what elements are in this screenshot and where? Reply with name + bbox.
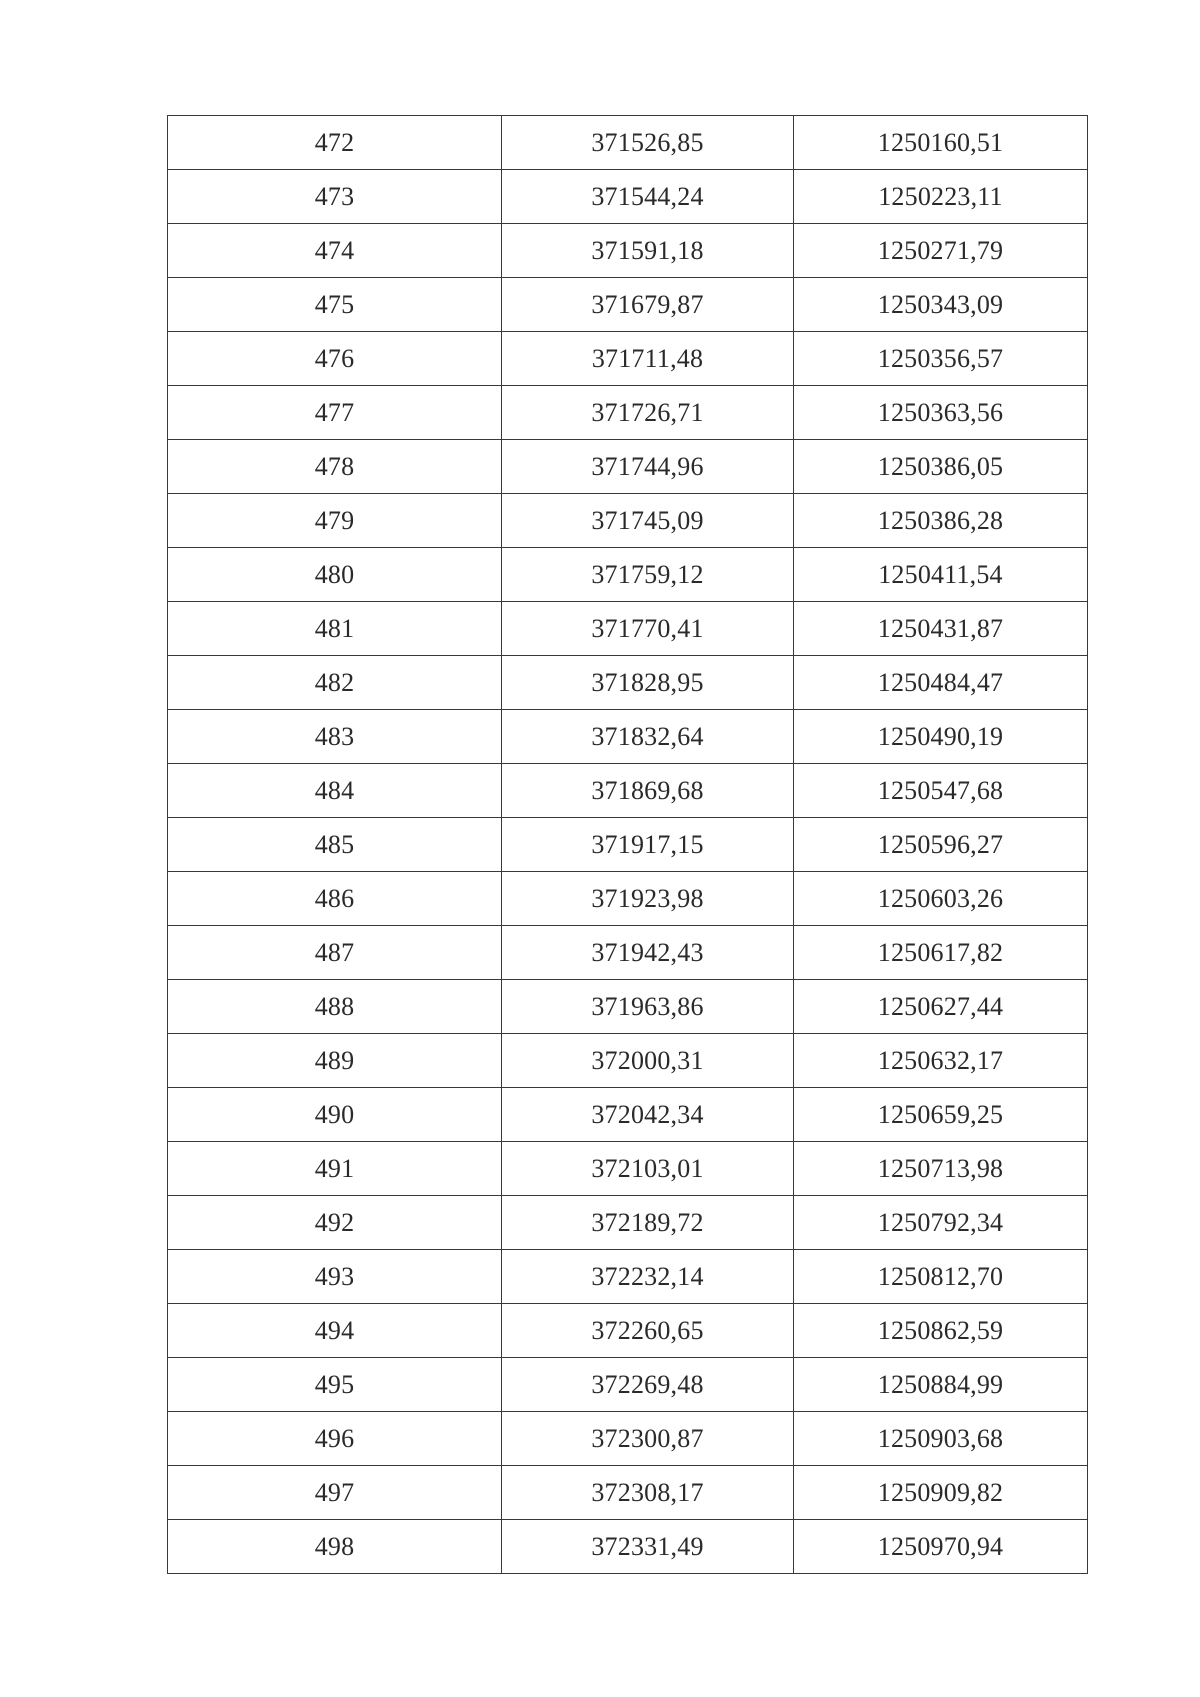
point-number-cell: 472 [168, 116, 502, 170]
x-coordinate-cell: 371917,15 [502, 818, 794, 872]
table-row [168, 656, 1088, 710]
y-coordinate-cell: 1250363,56 [794, 386, 1088, 440]
x-coordinate-cell: 372260,65 [502, 1304, 794, 1358]
x-coordinate-cell: 371679,87 [502, 278, 794, 332]
table-row [168, 116, 1088, 170]
table-row [168, 872, 1088, 926]
y-coordinate-cell: 1250484,47 [794, 656, 1088, 710]
y-coordinate-cell: 1250862,59 [794, 1304, 1088, 1358]
y-coordinate-cell: 1250271,79 [794, 224, 1088, 278]
y-coordinate-cell: 1250431,87 [794, 602, 1088, 656]
table-row [168, 278, 1088, 332]
x-coordinate-cell: 372232,14 [502, 1250, 794, 1304]
point-number-cell: 494 [168, 1304, 502, 1358]
point-number-cell: 480 [168, 548, 502, 602]
table-row [168, 1034, 1088, 1088]
y-coordinate-cell: 1250386,05 [794, 440, 1088, 494]
point-number-cell: 481 [168, 602, 502, 656]
y-coordinate-cell: 1250884,99 [794, 1358, 1088, 1412]
table-row [168, 602, 1088, 656]
x-coordinate-cell: 371942,43 [502, 926, 794, 980]
y-coordinate-cell: 1250909,82 [794, 1466, 1088, 1520]
point-number-cell: 487 [168, 926, 502, 980]
y-coordinate-cell: 1250223,11 [794, 170, 1088, 224]
y-coordinate-cell: 1250603,26 [794, 872, 1088, 926]
y-coordinate-cell: 1250386,28 [794, 494, 1088, 548]
x-coordinate-cell: 372189,72 [502, 1196, 794, 1250]
table-row [168, 1520, 1088, 1574]
point-number-cell: 495 [168, 1358, 502, 1412]
point-number-cell: 478 [168, 440, 502, 494]
y-coordinate-cell: 1250596,27 [794, 818, 1088, 872]
point-number-cell: 484 [168, 764, 502, 818]
point-number-cell: 482 [168, 656, 502, 710]
table-row [168, 170, 1088, 224]
x-coordinate-cell: 372300,87 [502, 1412, 794, 1466]
x-coordinate-cell: 372308,17 [502, 1466, 794, 1520]
x-coordinate-cell: 372000,31 [502, 1034, 794, 1088]
y-coordinate-cell: 1250356,57 [794, 332, 1088, 386]
table-row [168, 818, 1088, 872]
coordinates-table [167, 115, 1088, 1574]
y-coordinate-cell: 1250792,34 [794, 1196, 1088, 1250]
table-row [168, 1412, 1088, 1466]
y-coordinate-cell: 1250547,68 [794, 764, 1088, 818]
table-row [168, 494, 1088, 548]
point-number-cell: 493 [168, 1250, 502, 1304]
y-coordinate-cell: 1250617,82 [794, 926, 1088, 980]
coordinates-table-body [168, 116, 1088, 1574]
x-coordinate-cell: 371869,68 [502, 764, 794, 818]
y-coordinate-cell: 1250659,25 [794, 1088, 1088, 1142]
y-coordinate-cell: 1250632,17 [794, 1034, 1088, 1088]
table-row [168, 926, 1088, 980]
point-number-cell: 489 [168, 1034, 502, 1088]
point-number-cell: 483 [168, 710, 502, 764]
table-row [168, 548, 1088, 602]
y-coordinate-cell: 1250627,44 [794, 980, 1088, 1034]
y-coordinate-cell: 1250812,70 [794, 1250, 1088, 1304]
point-number-cell: 476 [168, 332, 502, 386]
x-coordinate-cell: 371526,85 [502, 116, 794, 170]
y-coordinate-cell: 1250160,51 [794, 116, 1088, 170]
x-coordinate-cell: 371745,09 [502, 494, 794, 548]
point-number-cell: 479 [168, 494, 502, 548]
x-coordinate-cell: 371726,71 [502, 386, 794, 440]
point-number-cell: 496 [168, 1412, 502, 1466]
x-coordinate-cell: 371828,95 [502, 656, 794, 710]
y-coordinate-cell: 1250490,19 [794, 710, 1088, 764]
table-row [168, 332, 1088, 386]
table-row [168, 1304, 1088, 1358]
point-number-cell: 475 [168, 278, 502, 332]
point-number-cell: 492 [168, 1196, 502, 1250]
y-coordinate-cell: 1250411,54 [794, 548, 1088, 602]
table-row [168, 224, 1088, 278]
y-coordinate-cell: 1250713,98 [794, 1142, 1088, 1196]
x-coordinate-cell: 372331,49 [502, 1520, 794, 1574]
table-row [168, 1466, 1088, 1520]
table-row [168, 980, 1088, 1034]
point-number-cell: 490 [168, 1088, 502, 1142]
table-row [168, 1358, 1088, 1412]
x-coordinate-cell: 371963,86 [502, 980, 794, 1034]
x-coordinate-cell: 371744,96 [502, 440, 794, 494]
y-coordinate-cell: 1250970,94 [794, 1520, 1088, 1574]
table-row [168, 386, 1088, 440]
table-row [168, 710, 1088, 764]
y-coordinate-cell: 1250343,09 [794, 278, 1088, 332]
table-row [168, 1250, 1088, 1304]
table-row [168, 1196, 1088, 1250]
x-coordinate-cell: 371759,12 [502, 548, 794, 602]
point-number-cell: 473 [168, 170, 502, 224]
x-coordinate-cell: 372042,34 [502, 1088, 794, 1142]
point-number-cell: 477 [168, 386, 502, 440]
table-row [168, 440, 1088, 494]
x-coordinate-cell: 372269,48 [502, 1358, 794, 1412]
point-number-cell: 491 [168, 1142, 502, 1196]
point-number-cell: 474 [168, 224, 502, 278]
point-number-cell: 498 [168, 1520, 502, 1574]
point-number-cell: 488 [168, 980, 502, 1034]
table-row [168, 1088, 1088, 1142]
y-coordinate-cell: 1250903,68 [794, 1412, 1088, 1466]
x-coordinate-cell: 371832,64 [502, 710, 794, 764]
x-coordinate-cell: 372103,01 [502, 1142, 794, 1196]
point-number-cell: 497 [168, 1466, 502, 1520]
table-row [168, 1142, 1088, 1196]
x-coordinate-cell: 371711,48 [502, 332, 794, 386]
point-number-cell: 486 [168, 872, 502, 926]
table-row [168, 764, 1088, 818]
x-coordinate-cell: 371923,98 [502, 872, 794, 926]
point-number-cell: 485 [168, 818, 502, 872]
x-coordinate-cell: 371770,41 [502, 602, 794, 656]
x-coordinate-cell: 371544,24 [502, 170, 794, 224]
x-coordinate-cell: 371591,18 [502, 224, 794, 278]
